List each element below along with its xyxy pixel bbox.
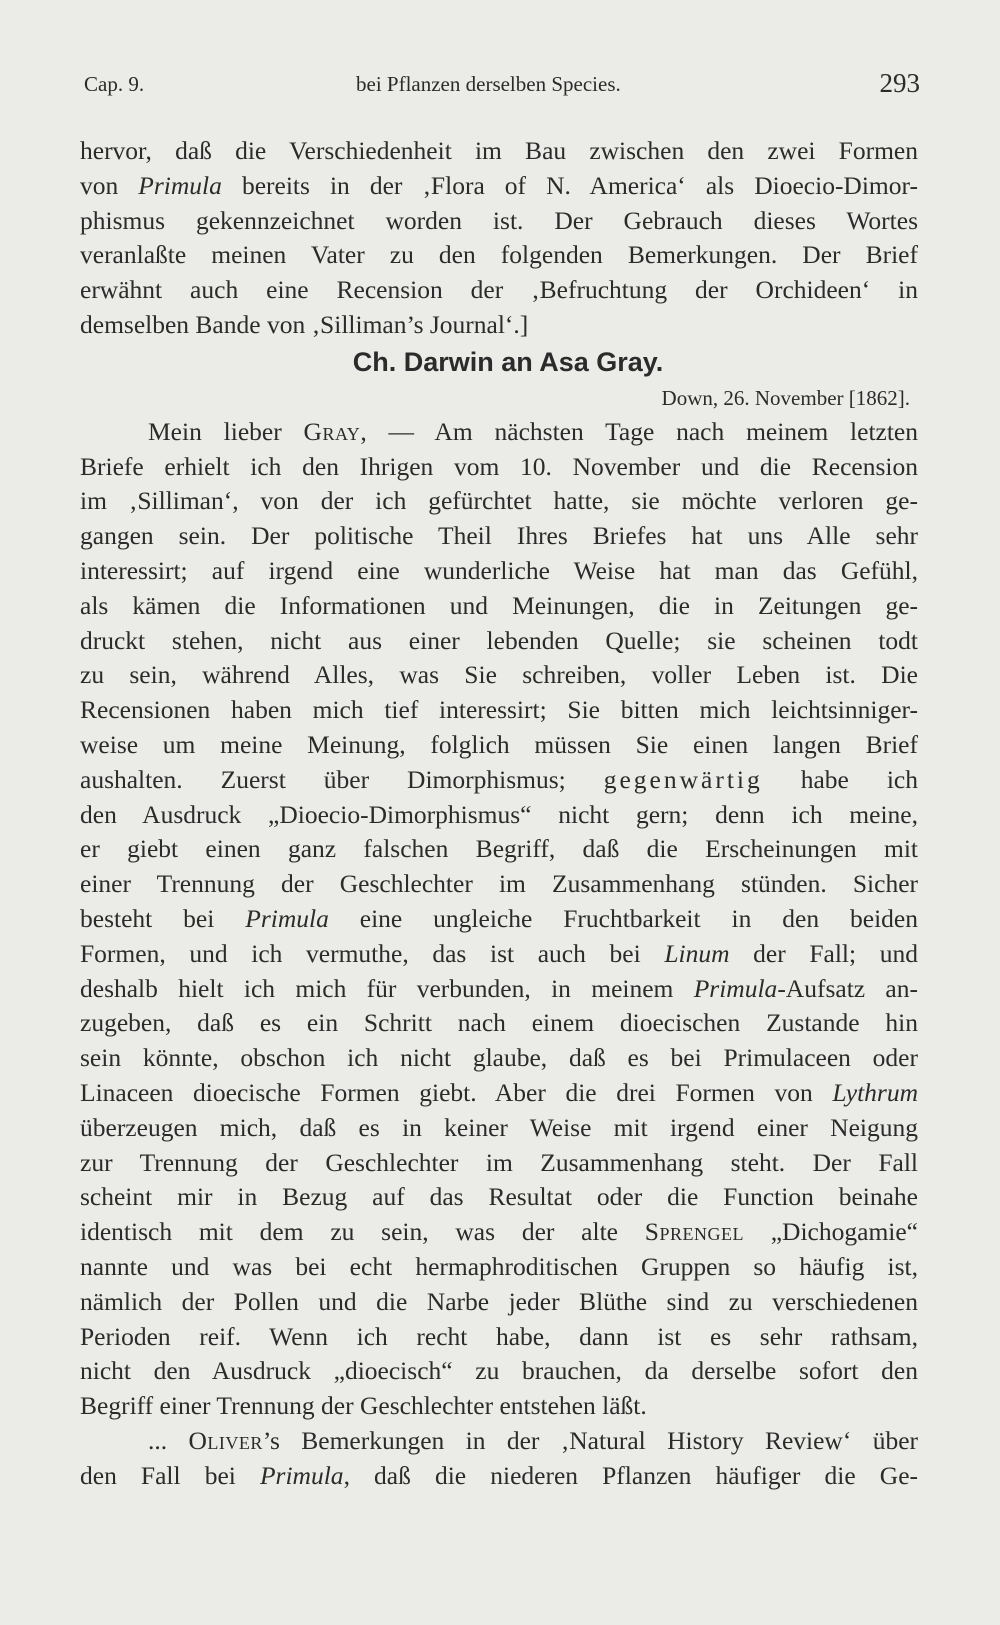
text-line: den Ausdruck „Dioecio-Dimorphismus“ nicht gern; denn ich meine, bbox=[80, 799, 918, 829]
text-line: deshalb hielt ich mich für verbunden, in meinem Primula-Aufsatz an- bbox=[80, 973, 918, 1003]
text-line: zu sein, während Alles, was Sie schreiben, voller Leben ist. Die bbox=[80, 660, 918, 690]
italic-term: Primula bbox=[259, 1460, 344, 1490]
text-line: Perioden reif. Wenn ich recht habe, dann ist es sehr rathsam, bbox=[80, 1321, 918, 1351]
italic-term: Linum bbox=[664, 938, 730, 968]
italic-term: Primula bbox=[245, 903, 329, 933]
text-line: zugeben, daß es ein Schritt nach einem dioecischen Zustande hin bbox=[80, 1008, 918, 1038]
text-line: demselben Bande von ‚Silliman’s Journal‘.] bbox=[80, 309, 529, 339]
text-line: besteht bei Primula eine ungleiche Fruchtbarkeit in den beiden bbox=[80, 903, 919, 933]
text-line: scheint mir in Bezug auf das Resultat oder die Function beinahe bbox=[80, 1182, 918, 1212]
text-line: den Fall bei Primula, daß die niederen Pflanzen häufiger die Ge- bbox=[80, 1460, 918, 1490]
text-line: nicht den Ausdruck „dioecisch“ zu brauchen, da derselbe sofort den bbox=[80, 1356, 918, 1386]
page-body bbox=[80, 134, 918, 1493]
text-line: identisch mit dem zu sein, was der alte Sprengel „Dichogamie“ bbox=[80, 1217, 918, 1247]
text-line: einer Trennung der Geschlechter im Zusammenhang stünden. Sicher bbox=[80, 869, 918, 899]
text-line: Mein lieber Gray, — Am nächsten Tage nach meinem letzten bbox=[148, 416, 918, 446]
italic-term: Primula bbox=[693, 973, 778, 1003]
text-line: als kämen die Informationen und Meinungen, die in Zeitungen ge- bbox=[80, 590, 918, 620]
letter-heading: Ch. Darwin an Asa Gray. bbox=[352, 346, 664, 377]
text-line: nannte und was bei echt hermaphroditischen Gruppen so häufig ist, bbox=[80, 1251, 918, 1281]
text-line: erwähnt auch eine Recension der ‚Befruchtung der Orchideen‘ in bbox=[80, 275, 918, 305]
running-title: bei Pflanzen derselben Species. bbox=[356, 72, 621, 96]
text-line: im ‚Silliman‘, von der ich gefürchtet hatte, sie möchte verloren ge- bbox=[80, 486, 918, 516]
person-name: Gray bbox=[303, 416, 361, 446]
text-line: phismus gekennzeichnet worden ist. Der Gebrauch dieses Wortes bbox=[80, 205, 918, 235]
text-line: weise um meine Meinung, folglich müssen Sie einen langen Brief bbox=[80, 729, 918, 759]
text-line: veranlaßte meinen Vater zu den folgenden Bemerkungen. Der Brief bbox=[80, 240, 918, 270]
text-line: gangen sein. Der politische Theil Ihres Briefes hat uns Alle sehr bbox=[80, 521, 918, 551]
chapter-label: Cap. 9. bbox=[84, 72, 145, 96]
text-line: aushalten. Zuerst über Dimorphismus; gegenwärtig habe ich bbox=[80, 764, 918, 794]
text-line: hervor, daß die Verschiedenheit im Bau zwischen den zwei Formen bbox=[80, 136, 918, 165]
text-line: sein könnte, obschon ich nicht glaube, daß es bei Primulaceen oder bbox=[80, 1043, 918, 1073]
text-line: nämlich der Pollen und die Narbe jeder Blüthe sind zu verschiedenen bbox=[80, 1286, 918, 1316]
text-line: überzeugen mich, daß es in keiner Weise mit irgend einer Neigung bbox=[80, 1112, 918, 1142]
letter-dateline: Down, 26. November [1862]. bbox=[661, 385, 910, 410]
page-number: 293 bbox=[879, 68, 920, 98]
text-line: interessirt; auf irgend eine wunderliche Weise hat man das Gefühl, bbox=[80, 555, 918, 585]
text-line: Linaceen dioecische Formen giebt. Aber die drei Formen von Lythrum bbox=[80, 1077, 918, 1107]
person-name: Sprengel bbox=[644, 1217, 744, 1247]
italic-term: Lythrum bbox=[832, 1077, 918, 1107]
text-line: zur Trennung der Geschlechter im Zusammenhang steht. Der Fall bbox=[80, 1147, 918, 1177]
italic-term: Primula bbox=[138, 170, 222, 200]
person-name: Oliver bbox=[188, 1425, 263, 1455]
text-line: Begriff einer Trennung der Geschlechter entstehen läßt. bbox=[80, 1391, 647, 1421]
text-line: ... Oliver’s Bemerkungen in der ‚Natural History Review‘ über bbox=[148, 1425, 918, 1455]
spaced-emphasis: gegenwärtig bbox=[603, 764, 763, 794]
text-line: Recensionen haben mich tief interessirt; Sie bitten mich leichtsinniger- bbox=[80, 695, 918, 725]
text-line: von Primula bereits in der ‚Flora of N. America‘ als Dioecio-Dimor- bbox=[80, 170, 918, 200]
text-line: Formen, und ich vermuthe, das ist auch bei Linum der Fall; und bbox=[80, 938, 918, 968]
text-line: druckt stehen, nicht aus einer lebenden Quelle; sie scheinen todt bbox=[80, 625, 918, 655]
text-line: Briefe erhielt ich den Ihrigen vom 10. November und die Recension bbox=[80, 451, 918, 481]
running-header bbox=[84, 68, 920, 108]
text-line: er giebt einen ganz falschen Begriff, daß die Erscheinungen mit bbox=[80, 834, 918, 864]
